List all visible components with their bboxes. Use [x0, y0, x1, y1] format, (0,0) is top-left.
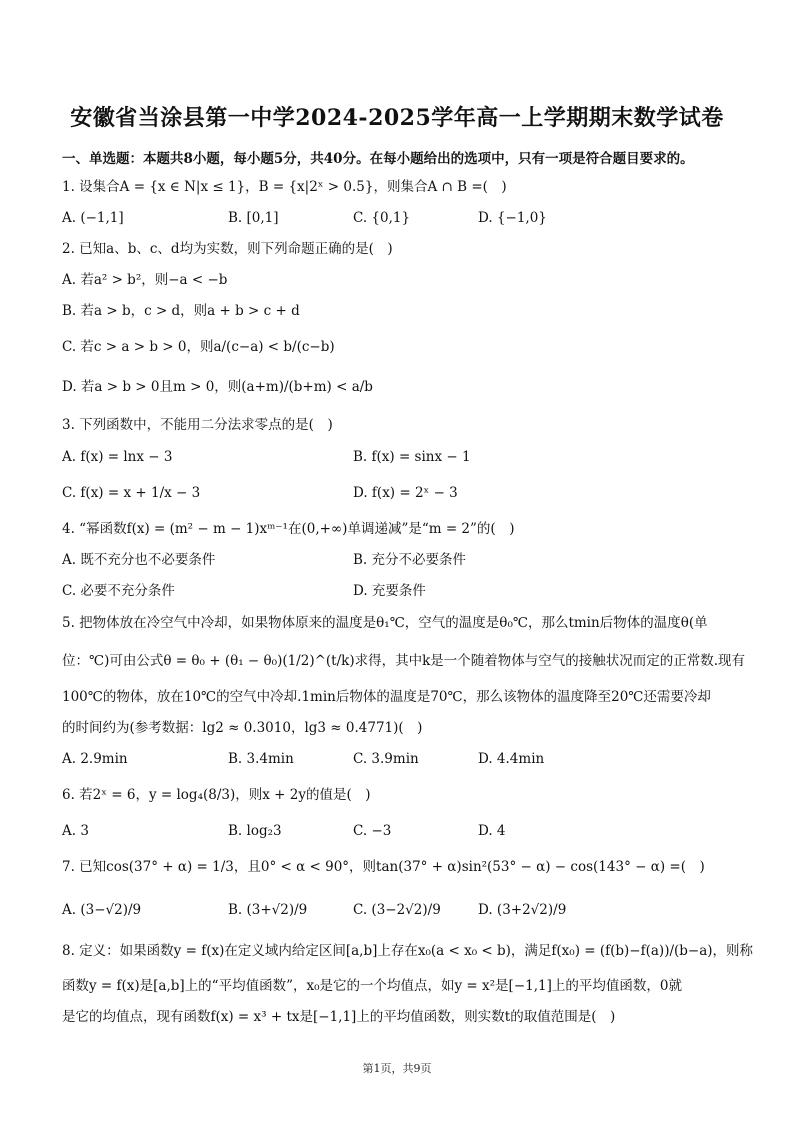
q5-option-b: B. 3.4min	[228, 751, 294, 767]
section-heading: 一、单选题：本题共8小题，每小题5分，共40分。在每小题给出的选项中，只有一项是符合题目要求的。	[62, 151, 694, 167]
question-8-line-3: 是它的均值点，现有函数f(x) = x³ + tx是[−1,1]上的平均值函数，则实数t的取值范围是( )	[62, 1009, 616, 1025]
question-5-line-4: 的时间约为(参考数据：lg2 ≈ 0.3010，lg3 ≈ 0.4771)( )	[62, 720, 423, 736]
q4-option-b: B. 充分不必要条件	[353, 552, 467, 568]
q2-option-c: C. 若c > a > b > 0，则a/(c−a) < b/(c−b)	[62, 339, 335, 355]
question-1-stem: 1. 设集合A = {x ∈ N|x ≤ 1}，B = {x|2ˣ > 0.5}，则集合A ∩ B =( )	[62, 179, 507, 195]
q1-option-b: B. [0,1]	[228, 210, 279, 226]
q2-option-b: B. 若a > b，c > d，则a + b > c + d	[62, 303, 300, 319]
q6-option-c: C. −3	[353, 823, 392, 839]
q4-option-c: C. 必要不充分条件	[62, 583, 175, 599]
question-5-line-1: 5. 把物体放在冷空气中冷却，如果物体原来的温度是θ₁℃，空气的温度是θ₀℃，那么tmin后物体的温度θ(单	[62, 615, 708, 631]
q7-option-b: B. (3+√2)/9	[228, 902, 308, 918]
q7-option-d: D. (3+2√2)/9	[478, 902, 567, 918]
q5-option-c: C. 3.9min	[353, 751, 419, 767]
q1-option-c: C. {0,1}	[353, 210, 411, 226]
q4-option-d: D. 充要条件	[353, 583, 426, 599]
question-5-line-3: 100℃的物体，放在10℃的空气中冷却.1min后物体的温度是70℃，那么该物体的温度降至20℃还需要冷却	[62, 689, 711, 705]
q2-option-d: D. 若a > b > 0且m > 0，则(a+m)/(b+m) < a/b	[62, 379, 373, 395]
q3-option-c: C. f(x) = x + 1/x − 3	[62, 485, 201, 501]
question-4-stem: 4. “幂函数f(x) = (m² − m − 1)xᵐ⁻¹在(0,+∞)单调递减”是“m = 2”的( )	[62, 521, 515, 537]
q3-option-a: A. f(x) = lnx − 3	[62, 449, 173, 465]
question-7-stem: 7. 已知cos(37° + α) = 1/3，且0° < α < 90°，则tan(37° + α)sin²(53° − α) − cos(143° − α) =( )	[62, 859, 705, 875]
question-8-line-1: 8. 定义：如果函数y = f(x)在定义域内给定区间[a,b]上存在x₀(a < x₀ < b)，满足f(x₀) = (f(b)−f(a))/(b−a)，则称	[62, 943, 754, 959]
question-2-stem: 2. 已知a、b、c、d均为实数，则下列命题正确的是( )	[62, 241, 393, 257]
question-5-line-2: 位：℃)可由公式θ = θ₀ + (θ₁ − θ₀)(1/2)^(t/k)求得，其中k是一个随着物体与空气的接触状况而定的正常数.现有	[62, 653, 746, 669]
q5-option-a: A. 2.9min	[62, 751, 128, 767]
q7-option-a: A. (3−√2)/9	[62, 902, 142, 918]
q5-option-d: D. 4.4min	[478, 751, 545, 767]
q1-option-d: D. {−1,0}	[478, 210, 547, 226]
q6-option-b: B. log₂3	[228, 823, 282, 839]
q2-option-a: A. 若a² > b²，则−a < −b	[62, 272, 228, 288]
question-3-stem: 3. 下列函数中，不能用二分法求零点的是( )	[62, 417, 333, 433]
page-footer: 第1页，共9页	[362, 1062, 432, 1075]
q7-option-c: C. (3−2√2)/9	[353, 902, 441, 918]
q3-option-b: B. f(x) = sinx − 1	[353, 449, 471, 465]
q6-option-a: A. 3	[62, 823, 89, 839]
q3-option-d: D. f(x) = 2ˣ − 3	[353, 485, 458, 501]
question-6-stem: 6. 若2ˣ = 6，y = log₄(8/3)，则x + 2y的值是( )	[62, 787, 371, 803]
q6-option-d: D. 4	[478, 823, 506, 839]
question-8-line-2: 函数y = f(x)是[a,b]上的“平均值函数”，x₀是它的一个均值点，如y = x²是[−1,1]上的平均值函数，0就	[62, 978, 682, 994]
q4-option-a: A. 既不充分也不必要条件	[62, 552, 216, 568]
q1-option-a: A. (−1,1]	[62, 210, 124, 226]
exam-title: 安徽省当涂县第一中学2024-2025学年高一上学期期末数学试卷	[70, 105, 724, 131]
